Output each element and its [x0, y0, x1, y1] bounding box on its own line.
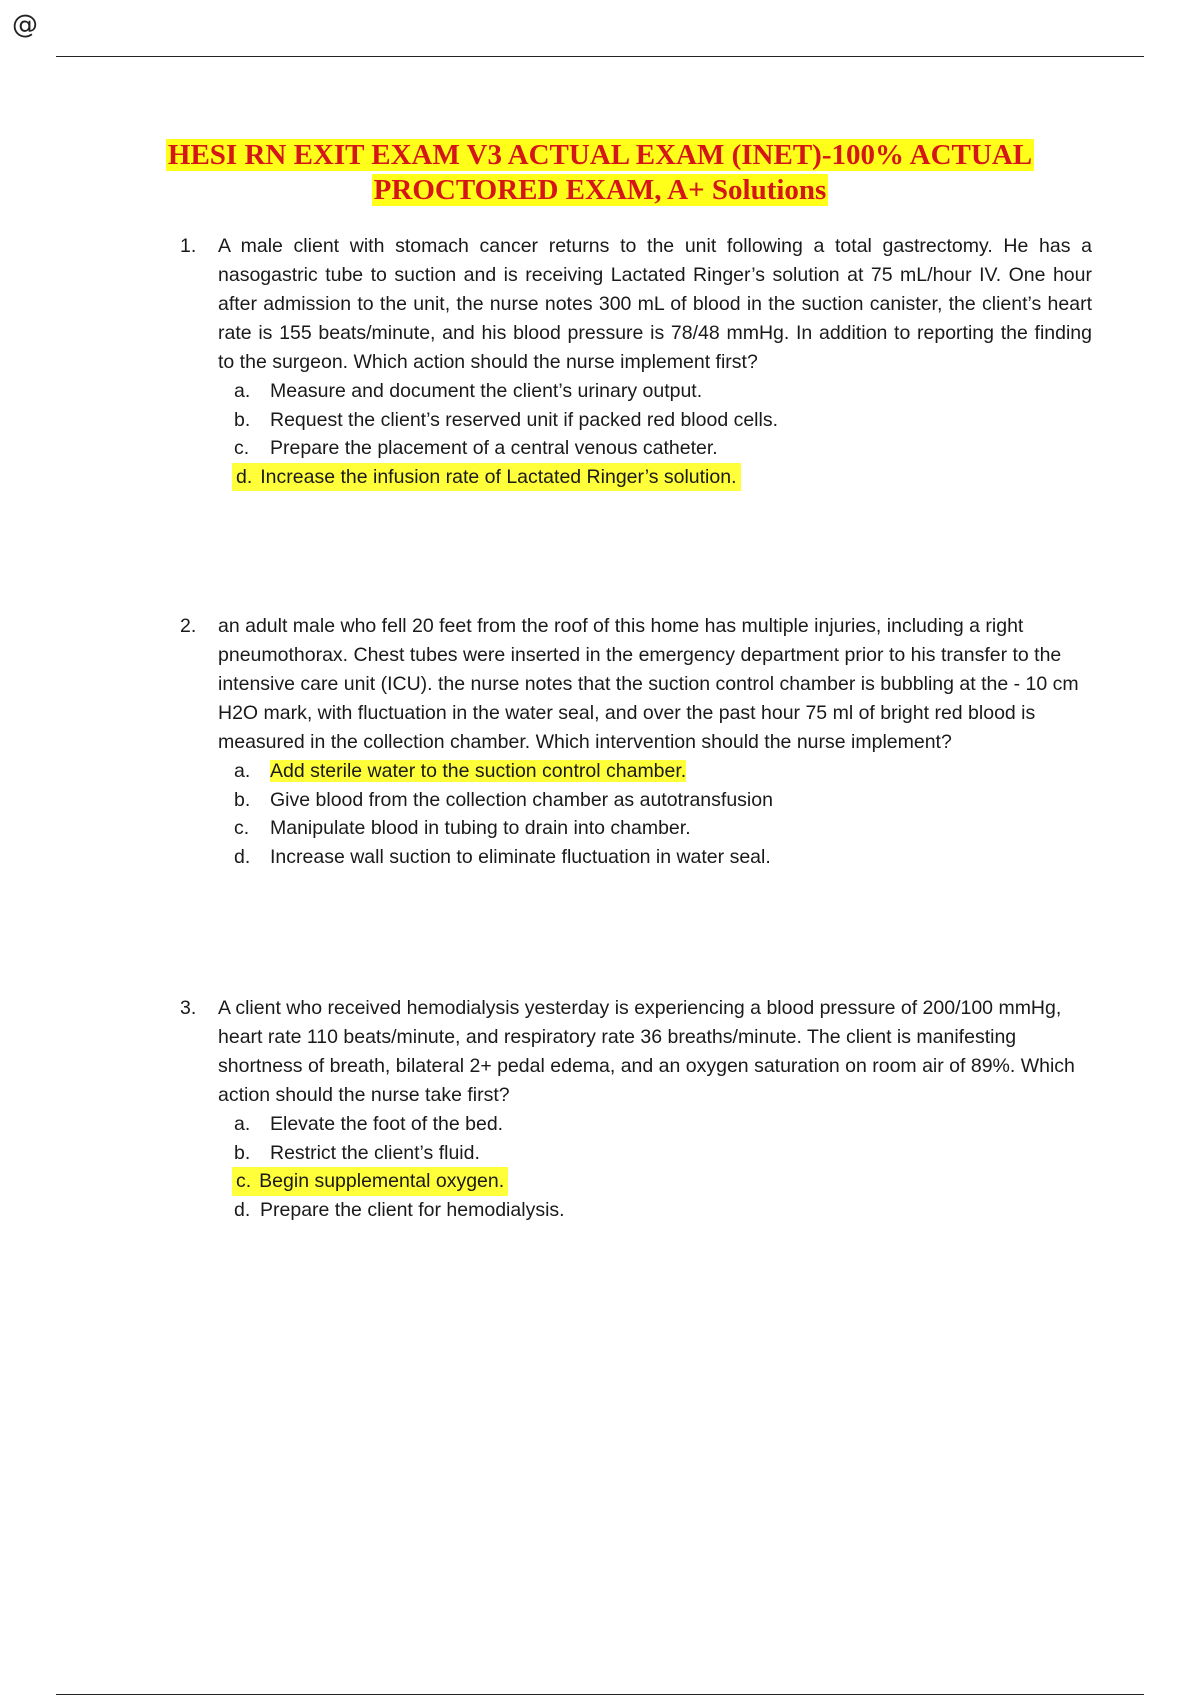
- option-letter: c.: [236, 1170, 252, 1192]
- option-text: Restrict the client’s fluid.: [270, 1141, 480, 1164]
- option-b: [234, 406, 1092, 435]
- top-divider: [56, 56, 1144, 57]
- option-letter: c.: [234, 817, 250, 839]
- question-number: 2.: [180, 615, 197, 637]
- option-text: Elevate the foot of the bed.: [270, 1113, 504, 1135]
- question-1: [180, 232, 1092, 492]
- option-letter: d.: [234, 1199, 251, 1221]
- answer-options: [180, 377, 1092, 492]
- option-b: [234, 1139, 1092, 1168]
- option-d: [234, 843, 1092, 872]
- question-number: 1.: [180, 235, 197, 257]
- option-letter: a.: [234, 1113, 251, 1135]
- option-text: Increase the infusion rate of Lactated Ringer’s solution.: [260, 465, 737, 488]
- question-stem: A male client with stomach cancer returns to the unit following a total gastrectomy. He has a nasogastric tube to suction and is receiving Lactated Ringer’s solution at 75 mL/hour IV. One hour after admission to the unit, the nurse notes 300 mL of blood in the suction canister, the client’s heart rate is 155 beats/minute, and his blood pressure is 78/48 mmHg. In addition to reporting the finding to the surgeon. Which action should the nurse implement first?: [218, 235, 1092, 373]
- option-letter: d.: [236, 465, 253, 488]
- option-c: [234, 434, 1092, 463]
- option-b: [234, 786, 1092, 815]
- option-d: [234, 1196, 1092, 1225]
- option-text: Measure and document the client’s urinary output.: [270, 380, 703, 402]
- option-d-correct-answer: [232, 463, 741, 492]
- option-text: Give blood from the collection chamber as autotransfusion: [270, 788, 773, 811]
- option-letter: d.: [234, 845, 251, 868]
- answer-options: [180, 757, 1092, 871]
- at-sign-icon: @: [12, 10, 38, 40]
- option-text: Prepare the client for hemodialysis.: [260, 1199, 565, 1221]
- bottom-divider: [56, 1694, 1144, 1695]
- option-a: [234, 1110, 1092, 1139]
- question-stem: A client who received hemodialysis yesterday is experiencing a blood pressure of 200/100 mmHg, heart rate 110 beats/minute, and respiratory rate 36 breaths/minute. The client is manifesting shortness of breath, bilateral 2+ pedal edema, and an oxygen saturation on room air of 89%. Which action should the nurse take first?: [218, 997, 1075, 1106]
- option-text: Increase wall suction to eliminate fluctuation in water seal.: [270, 845, 771, 868]
- option-letter: b.: [234, 788, 251, 811]
- option-text: Add sterile water to the suction control chamber.: [270, 760, 687, 782]
- option-letter: c.: [234, 437, 250, 459]
- option-letter: a.: [234, 760, 251, 782]
- question-2: [180, 612, 1092, 871]
- option-text: Prepare the placement of a central venous catheter.: [270, 437, 718, 459]
- answer-options: [180, 1110, 1092, 1225]
- option-text: Begin supplemental oxygen.: [259, 1170, 505, 1192]
- document-title: [0, 138, 1200, 208]
- question-number: 3.: [180, 997, 197, 1019]
- option-text: Manipulate blood in tubing to drain into chamber.: [270, 817, 691, 839]
- title-line-2: PROCTORED EXAM, A+ Solutions: [373, 174, 827, 206]
- title-line-1: HESI RN EXIT EXAM V3 ACTUAL EXAM (INET)-100% ACTUAL: [167, 139, 1033, 171]
- option-c: [234, 814, 1092, 843]
- option-letter: b.: [234, 408, 251, 431]
- option-letter: b.: [234, 1141, 251, 1164]
- question-3: [180, 994, 1092, 1225]
- question-stem: an adult male who fell 20 feet from the roof of this home has multiple injuries, including a right pneumothorax. Chest tubes were inserted in the emergency department prior to his transfer to the intensive care unit (ICU). the nurse notes that the suction control chamber is bubbling at the - 10 cm H2O mark, with fluctuation in the water seal, and over the past hour 75 ml of bright red blood is measured in the collection chamber. Which intervention should the nurse implement?: [218, 615, 1079, 753]
- option-c-correct-answer: [232, 1167, 508, 1196]
- option-a-correct-answer: [234, 757, 1092, 786]
- option-text: Request the client’s reserved unit if packed red blood cells.: [270, 408, 779, 431]
- option-a: [234, 377, 1092, 406]
- option-letter: a.: [234, 380, 251, 402]
